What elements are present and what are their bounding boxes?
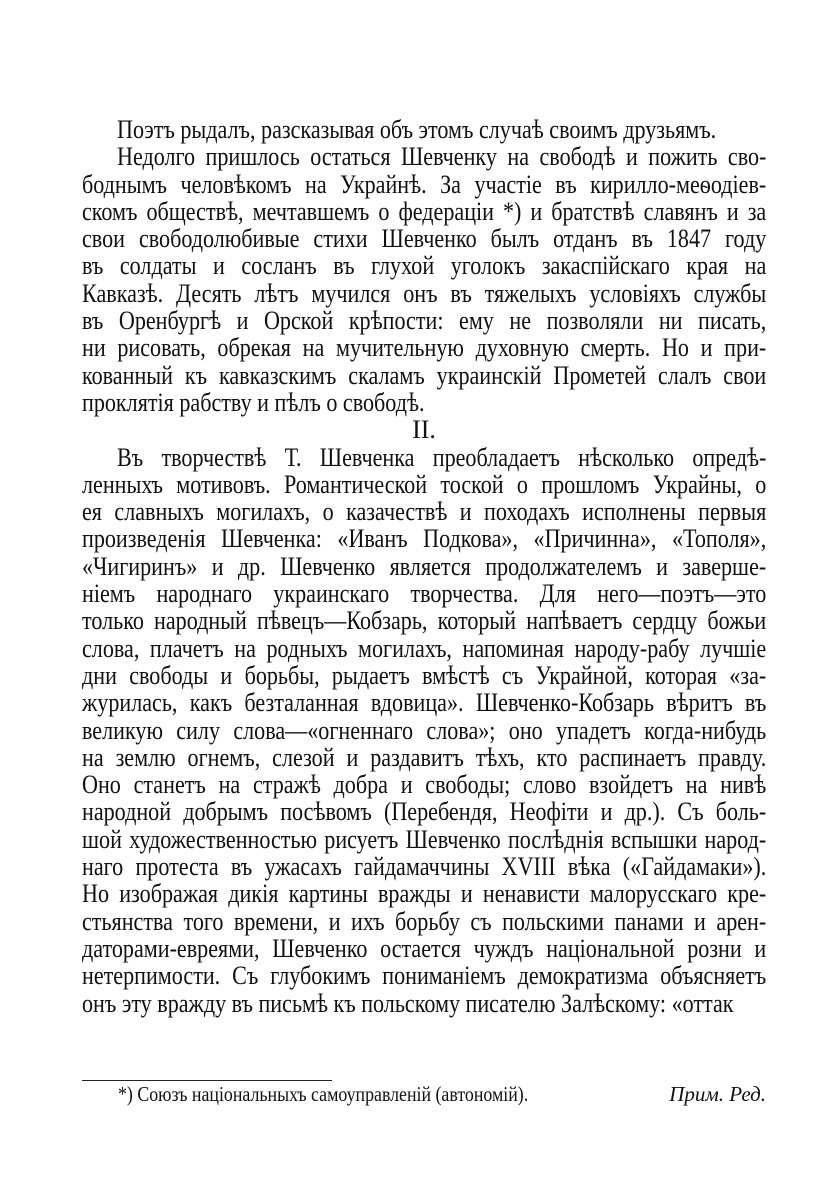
text-line-content: даторами-евреями, Шевченко остается чуждъ національной розни и xyxy=(82,933,767,963)
text-line xyxy=(82,362,766,389)
text-line-content: нетерпимости. Съ глубокимъ пониманіемъ демократизма объясняетъ xyxy=(82,961,767,991)
text-line xyxy=(82,225,766,252)
text-line-content: Недолго пришлось остаться Шевченку на свободѣ и пожить сво- xyxy=(117,142,767,172)
text-line xyxy=(82,471,766,498)
text-line-content: шой художественностью рисуетъ Шевченко послѣднія вспышки народ- xyxy=(82,824,767,854)
section-heading: II. xyxy=(412,415,436,445)
text-line-content: слова, плачетъ на родныхъ могилахъ, напоминая народу-рабу лучшіе xyxy=(82,633,767,663)
page-body xyxy=(82,116,766,1017)
text-line-content: Кавказѣ. Десять лѣтъ мучился онъ въ тяжелыхъ условіяхъ службы xyxy=(82,278,767,308)
text-line-content: только народный пѣвецъ—Кобзарь, который напѣваетъ сердцу божьи xyxy=(82,606,767,636)
text-line-content: Въ творчествѣ Т. Шевченка преобладаетъ нѣсколько опредѣ- xyxy=(117,442,767,472)
text-line xyxy=(82,635,766,662)
text-line xyxy=(82,826,766,853)
text-line-content: въ солдаты и сосланъ въ глухой уголокъ закаспійскаго края на xyxy=(82,251,767,281)
text-line-content: «Чигиринъ» и др. Шевченко является продолжателемъ и заверше- xyxy=(82,551,767,581)
text-line xyxy=(82,771,766,798)
text-line xyxy=(82,962,766,989)
text-line xyxy=(82,252,766,279)
text-line-content: свои свободолюбивые стихи Шевченко былъ отданъ въ 1847 году xyxy=(82,224,767,254)
text-line-content: Оно станетъ на стражѣ добра и свободы; слово взойдетъ на нивѣ xyxy=(82,770,767,800)
text-line xyxy=(82,744,766,771)
text-line-content: Но изображая дикія картины вражды и ненависти малорусскаго кре- xyxy=(82,879,767,909)
text-line xyxy=(82,334,766,361)
text-line xyxy=(82,990,766,1017)
text-line-content: журилась, какъ безталанная вдовица». Шевченко-Кобзарь вѣритъ въ xyxy=(82,688,767,718)
text-line-content: онъ эту вражду въ письмѣ къ польскому писателю Залѣскому: «оттак xyxy=(82,988,734,1018)
text-line xyxy=(82,444,766,471)
text-line xyxy=(82,580,766,607)
text-line-content: кованный къ кавказскимъ скаламъ украинскій Прометей слалъ свои xyxy=(82,360,767,390)
text-line xyxy=(82,662,766,689)
text-line xyxy=(82,198,766,225)
text-line xyxy=(82,280,766,307)
text-line xyxy=(82,553,766,580)
text-line xyxy=(82,307,766,334)
text-line-content: ея славныхъ могилахъ, о казачествѣ и походахъ исполнены первыя xyxy=(82,497,767,527)
text-line xyxy=(82,498,766,525)
text-line xyxy=(82,143,766,170)
text-line xyxy=(82,689,766,716)
footnote-text: *) Союзъ національныхъ самоуправленій (автономій). xyxy=(118,1082,529,1106)
text-line-content: скомъ обществѣ, мечтавшемъ о федераціи *) и братствѣ славянъ и за xyxy=(82,196,767,226)
text-line-content: народной добрымъ посѣвомъ (Перебендя, Неофіти и др.). Съ боль- xyxy=(82,797,767,827)
footnote xyxy=(118,1080,766,1108)
text-line-content: ніемъ народнаго украинскаго творчества. Для него—поэтъ—это xyxy=(82,579,767,609)
text-line xyxy=(82,607,766,634)
text-line-content: проклятія рабству и пѣлъ о свободѣ. xyxy=(82,387,425,417)
footnote-signature: Прим. Ред. xyxy=(669,1082,766,1106)
text-line-content: ни рисовать, обрекая на мучительную духовную смерть. Но и при- xyxy=(82,333,767,363)
text-line xyxy=(82,717,766,744)
text-line xyxy=(82,853,766,880)
text-line xyxy=(82,798,766,825)
text-line-content: Поэтъ рыдалъ, разсказывая объ этомъ случаѣ своимъ друзьямъ. xyxy=(117,115,717,144)
text-line xyxy=(82,525,766,552)
text-line xyxy=(82,908,766,935)
text-line-content: произведенія Шевченка: «Иванъ Подкова», «Причинна», «Тополя», xyxy=(82,524,767,554)
paragraph-2 xyxy=(82,444,766,1017)
text-line-content: дни свободы и борьбы, рыдаетъ вмѣстѣ съ Украйной, которая «за- xyxy=(82,660,767,690)
text-line xyxy=(82,171,766,198)
text-line-content: ленныхъ мотивовъ. Романтической тоской о прошломъ Украйны, о xyxy=(82,469,767,499)
text-line xyxy=(82,935,766,962)
text-line xyxy=(82,116,766,143)
text-line-content: стьянства того времени, и ихъ борьбу съ польскими панами и арен- xyxy=(82,906,767,936)
text-line-content: въ Оренбургѣ и Орской крѣпости: ему не позволяли ни писать, xyxy=(82,306,767,336)
text-line xyxy=(82,880,766,907)
paragraph-1 xyxy=(82,116,766,416)
text-line-content: наго протеста въ ужасахъ гайдамаччины XVIII вѣка («Гайдамаки»). xyxy=(82,852,767,882)
text-line-content: великую силу слова—«огненнаго слова»; оно упадетъ когда-нибудь xyxy=(82,715,767,745)
text-line xyxy=(82,389,766,416)
text-line-content: боднымъ человѣкомъ на Украйнѣ. За участіе въ кирилло-меѳодіев- xyxy=(82,169,767,199)
text-line-content: на землю огнемъ, слезой и раздавитъ тѣхъ, кто распинаетъ правду. xyxy=(82,742,767,772)
